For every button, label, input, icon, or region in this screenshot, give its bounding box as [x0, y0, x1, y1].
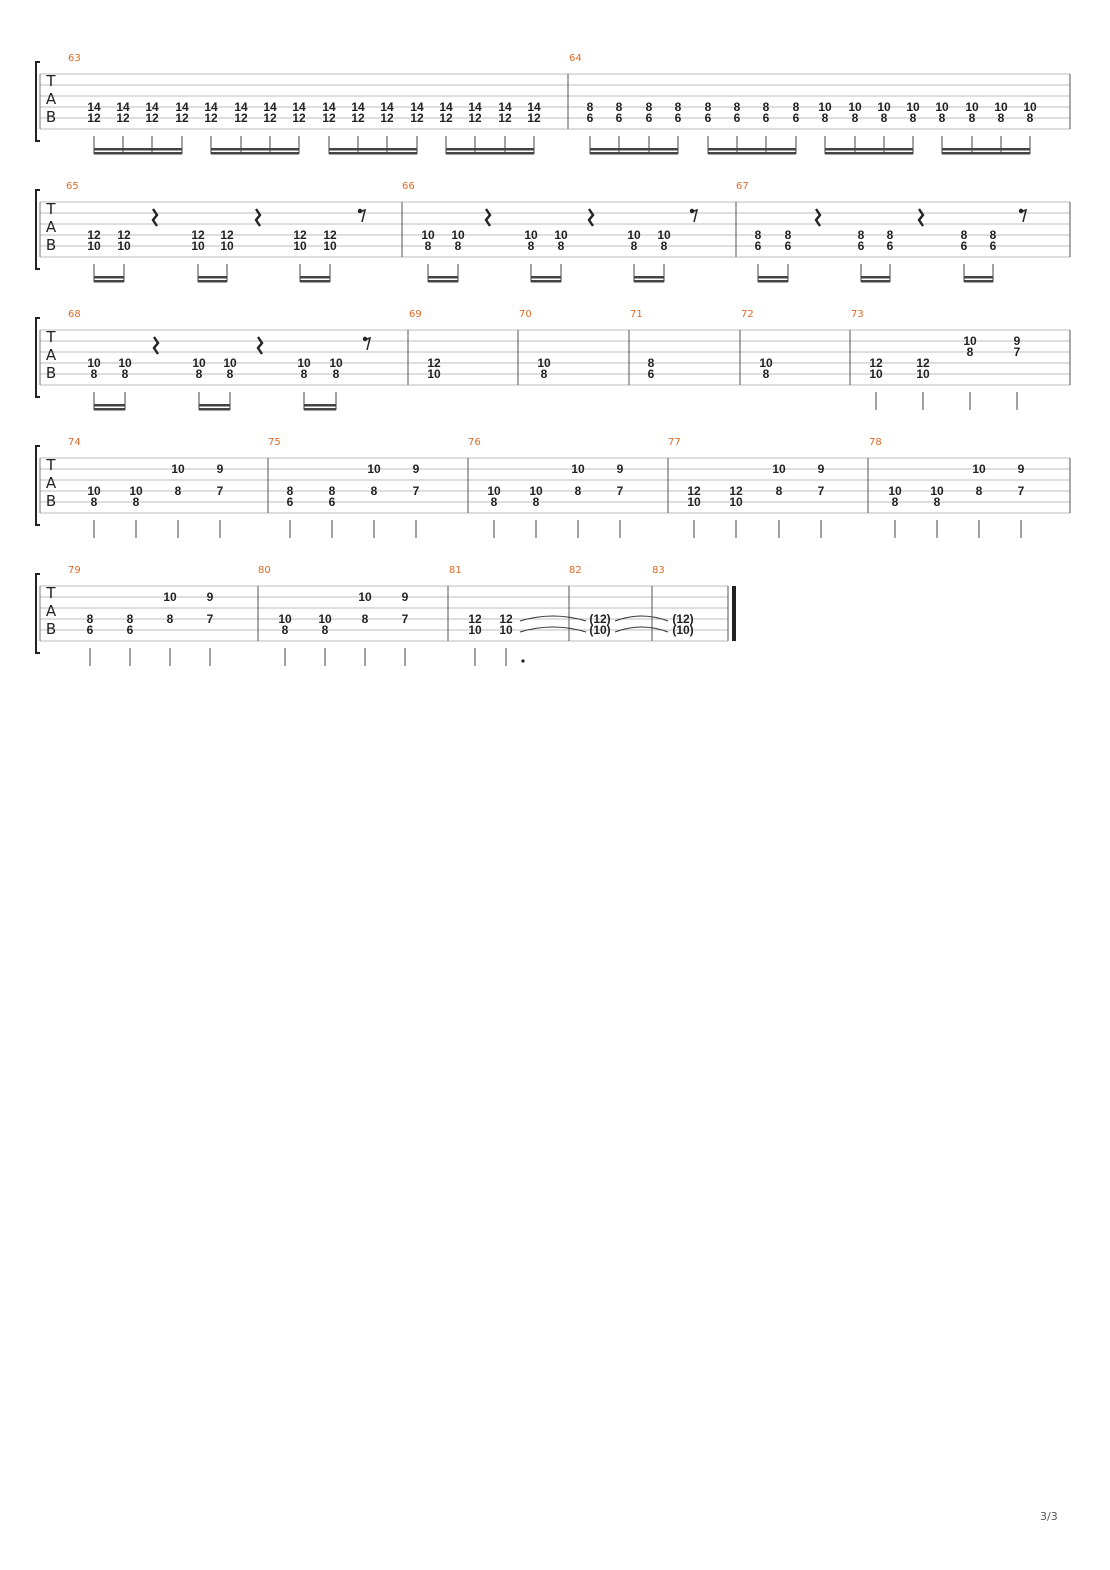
- fret-number: 8: [968, 111, 976, 125]
- fret-number: 14: [292, 100, 306, 114]
- fret-number: 10: [293, 239, 307, 253]
- beam: [446, 148, 534, 151]
- fret-number: 12: [869, 356, 883, 370]
- fret-number: 10: [118, 356, 132, 370]
- fret-number: 10: [367, 462, 381, 476]
- fret-number: 7: [216, 484, 224, 498]
- fret-number: 6: [615, 111, 623, 125]
- quarter-rest: [154, 337, 158, 354]
- beam: [428, 280, 458, 283]
- measure-number: 74: [68, 437, 81, 448]
- fret-number: 8: [754, 228, 762, 242]
- fret-number: 6: [645, 111, 653, 125]
- fret-number: 12: [322, 111, 336, 125]
- tab-clef-a: A: [45, 474, 57, 492]
- fret-number: 10: [571, 462, 585, 476]
- measure-number: 73: [851, 309, 864, 320]
- measure-number: 64: [569, 53, 582, 64]
- fret-number: 8: [557, 239, 565, 253]
- fret-number: 7: [1013, 345, 1021, 359]
- beam: [199, 404, 230, 407]
- fret-number: 8: [880, 111, 888, 125]
- fret-number: 12: [499, 612, 513, 626]
- fret-number: 10: [220, 239, 234, 253]
- fret-number: 12: [292, 111, 306, 125]
- fret-number: 12: [410, 111, 424, 125]
- fret-number: 8: [166, 612, 174, 626]
- tab-clef-b: B: [45, 620, 57, 638]
- fret-number: 6: [754, 239, 762, 253]
- measure-number: 79: [68, 565, 81, 576]
- fret-number: 8: [630, 239, 638, 253]
- measure-number: 78: [869, 437, 882, 448]
- fret-number: 8: [733, 100, 741, 114]
- fret-number: 8: [762, 100, 770, 114]
- fret-number: 8: [281, 623, 289, 637]
- fret-number: 8: [300, 367, 308, 381]
- fret-number: 9: [401, 590, 409, 604]
- fret-number: 12: [116, 111, 130, 125]
- fret-number: 8: [490, 495, 498, 509]
- fret-number: 8: [574, 484, 582, 498]
- fret-number: 10: [848, 100, 862, 114]
- fret-number: 6: [960, 239, 968, 253]
- fret-number: 12: [427, 356, 441, 370]
- beam: [211, 148, 299, 151]
- fret-number: 14: [263, 100, 277, 114]
- measure-number: 75: [268, 437, 281, 448]
- fret-number: 9: [412, 462, 420, 476]
- fret-number: 14: [380, 100, 394, 114]
- fret-number: 6: [857, 239, 865, 253]
- fret-number: 9: [206, 590, 214, 604]
- fret-number: 8: [989, 228, 997, 242]
- fret-number: 8: [857, 228, 865, 242]
- fret-number: 8: [645, 100, 653, 114]
- fret-number: 12: [263, 111, 277, 125]
- fret-number: 8: [615, 100, 623, 114]
- fret-number: 12: [293, 228, 307, 242]
- fret-number: 6: [674, 111, 682, 125]
- fret-number: 10: [906, 100, 920, 114]
- fret-number: 10: [117, 239, 131, 253]
- fret-number: 8: [886, 228, 894, 242]
- quarter-rest: [919, 209, 923, 226]
- tab-clef-t: T: [46, 584, 56, 602]
- fret-number: 10: [963, 334, 977, 348]
- beam: [634, 280, 664, 283]
- fret-number: 6: [286, 495, 294, 509]
- beam: [304, 404, 336, 407]
- fret-number: 14: [351, 100, 365, 114]
- fret-number: 10: [877, 100, 891, 114]
- fret-number: 8: [647, 356, 655, 370]
- system-bracket: [36, 446, 40, 525]
- measure-number: 70: [519, 309, 532, 320]
- beam: [590, 148, 678, 151]
- fret-number: 8: [784, 228, 792, 242]
- fret-number: 10: [499, 623, 513, 637]
- fret-number: 10: [759, 356, 773, 370]
- beam: [861, 276, 890, 279]
- fret-number: 8: [775, 484, 783, 498]
- fret-number: 6: [886, 239, 894, 253]
- fret-number: 14: [145, 100, 159, 114]
- fret-number: 8: [332, 367, 340, 381]
- beam: [94, 408, 125, 411]
- fret-number: 8: [851, 111, 859, 125]
- fret-number: 12: [916, 356, 930, 370]
- fret-number: 10: [171, 462, 185, 476]
- fret-number: 8: [286, 484, 294, 498]
- fret-number: 14: [175, 100, 189, 114]
- fret-number: 12: [439, 111, 453, 125]
- fret-number: 12: [220, 228, 234, 242]
- fret-number: 10: [888, 484, 902, 498]
- beam: [531, 280, 561, 283]
- fret-number: 14: [87, 100, 101, 114]
- fret-number: 8: [997, 111, 1005, 125]
- fret-number: 10: [223, 356, 237, 370]
- tab-clef-b: B: [45, 236, 57, 254]
- beam: [211, 152, 299, 155]
- measure-number: 66: [402, 181, 415, 192]
- beam: [590, 152, 678, 155]
- fret-number: 14: [322, 100, 336, 114]
- fret-number: 8: [195, 367, 203, 381]
- fret-number: 6: [733, 111, 741, 125]
- beam: [329, 148, 417, 151]
- tab-clef-t: T: [46, 200, 56, 218]
- fret-number: 9: [616, 462, 624, 476]
- fret-number: 12: [87, 228, 101, 242]
- beam: [304, 408, 336, 411]
- fret-number: 14: [116, 100, 130, 114]
- measure-number: 76: [468, 437, 481, 448]
- fret-number: 10: [965, 100, 979, 114]
- fret-number: 8: [1026, 111, 1034, 125]
- fret-number: 10: [318, 612, 332, 626]
- fret-number: 12: [87, 111, 101, 125]
- beam: [964, 280, 993, 283]
- quarter-rest: [256, 209, 260, 226]
- fret-number: 10: [935, 100, 949, 114]
- fret-number: 10: [87, 239, 101, 253]
- fret-number: 8: [960, 228, 968, 242]
- fret-number: 8: [909, 111, 917, 125]
- tab-clef-t: T: [46, 72, 56, 90]
- fret-number: 10: [729, 495, 743, 509]
- fret-number: (10): [589, 623, 611, 637]
- fret-number: 10: [191, 239, 205, 253]
- fret-number: 10: [192, 356, 206, 370]
- system-bracket: [36, 62, 40, 141]
- tab-clef-b: B: [45, 364, 57, 382]
- measure-number: 63: [68, 53, 81, 64]
- tab-clef-b: B: [45, 108, 57, 126]
- fret-number: 12: [175, 111, 189, 125]
- fret-number: 14: [410, 100, 424, 114]
- quarter-rest: [486, 209, 490, 226]
- beam: [825, 148, 913, 151]
- fret-number: 8: [891, 495, 899, 509]
- fret-number: 10: [994, 100, 1008, 114]
- fret-number: 10: [358, 590, 372, 604]
- measure-number: 67: [736, 181, 749, 192]
- fret-number: 14: [234, 100, 248, 114]
- fret-number: 10: [421, 228, 435, 242]
- fret-number: 8: [532, 495, 540, 509]
- beam: [94, 152, 182, 155]
- measure-number: 68: [68, 309, 81, 320]
- fret-number: 10: [87, 356, 101, 370]
- fret-number: 12: [468, 111, 482, 125]
- beam: [428, 276, 458, 279]
- fret-number: 8: [933, 495, 941, 509]
- fret-number: 10: [163, 590, 177, 604]
- fret-number: 14: [498, 100, 512, 114]
- measure-number: 81: [449, 565, 462, 576]
- fret-number: 8: [226, 367, 234, 381]
- fret-number: 8: [975, 484, 983, 498]
- fret-number: 9: [216, 462, 224, 476]
- fret-number: 6: [762, 111, 770, 125]
- beam: [634, 276, 664, 279]
- fret-number: 8: [674, 100, 682, 114]
- fret-number: 8: [454, 239, 462, 253]
- fret-number: 10: [537, 356, 551, 370]
- fret-number: 10: [529, 484, 543, 498]
- beam: [198, 280, 227, 283]
- fret-number: 6: [647, 367, 655, 381]
- fret-number: 7: [401, 612, 409, 626]
- quarter-rest: [258, 337, 262, 354]
- quarter-rest: [589, 209, 593, 226]
- beam: [531, 276, 561, 279]
- fret-number: 7: [616, 484, 624, 498]
- fret-number: 10: [657, 228, 671, 242]
- fret-number: 6: [704, 111, 712, 125]
- fret-number: 10: [524, 228, 538, 242]
- fret-number: 10: [818, 100, 832, 114]
- fret-number: 6: [784, 239, 792, 253]
- system-bracket: [36, 318, 40, 397]
- system-bracket: [36, 190, 40, 269]
- beam: [708, 148, 796, 151]
- fret-number: 8: [121, 367, 129, 381]
- fret-number: 8: [328, 484, 336, 498]
- fret-number: 6: [792, 111, 800, 125]
- beam: [708, 152, 796, 155]
- fret-number: 9: [1013, 334, 1021, 348]
- fret-number: 12: [729, 484, 743, 498]
- fret-number: 12: [527, 111, 541, 125]
- fret-number: 12: [191, 228, 205, 242]
- fret-number: 10: [278, 612, 292, 626]
- beam: [446, 152, 534, 155]
- fret-number: 8: [540, 367, 548, 381]
- fret-number: 12: [351, 111, 365, 125]
- fret-number: 12: [234, 111, 248, 125]
- fret-number: 12: [498, 111, 512, 125]
- fret-number: 7: [817, 484, 825, 498]
- beam: [825, 152, 913, 155]
- measure-number: 82: [569, 565, 582, 576]
- fret-number: 7: [206, 612, 214, 626]
- fret-number: 8: [126, 612, 134, 626]
- tab-clef-a: A: [45, 218, 57, 236]
- beam: [199, 408, 230, 411]
- fret-number: 10: [329, 356, 343, 370]
- beam: [964, 276, 993, 279]
- fret-number: 12: [380, 111, 394, 125]
- fret-number: 9: [1017, 462, 1025, 476]
- fret-number: 8: [762, 367, 770, 381]
- fret-number: 6: [989, 239, 997, 253]
- beam: [94, 148, 182, 151]
- beam: [300, 280, 330, 283]
- fret-number: 10: [297, 356, 311, 370]
- fret-number: 9: [817, 462, 825, 476]
- tab-clef-a: A: [45, 602, 57, 620]
- quarter-rest: [816, 209, 820, 226]
- beam: [758, 280, 788, 283]
- tab-clef-b: B: [45, 492, 57, 510]
- fret-number: 10: [129, 484, 143, 498]
- fret-number: 12: [204, 111, 218, 125]
- beam: [942, 152, 1030, 155]
- system-bracket: [36, 574, 40, 653]
- fret-number: 10: [1023, 100, 1037, 114]
- tab-clef-t: T: [46, 456, 56, 474]
- page-number: 3/3: [1040, 1510, 1058, 1523]
- fret-number: 8: [90, 367, 98, 381]
- fret-number: 7: [412, 484, 420, 498]
- fret-number: 10: [916, 367, 930, 381]
- fret-number: 6: [126, 623, 134, 637]
- fret-number: 12: [687, 484, 701, 498]
- fret-number: 12: [323, 228, 337, 242]
- beam: [861, 280, 890, 283]
- fret-number: 6: [328, 495, 336, 509]
- beam: [94, 280, 124, 283]
- beam: [329, 152, 417, 155]
- fret-number: 10: [451, 228, 465, 242]
- fret-number: (10): [672, 623, 694, 637]
- fret-number: 7: [1017, 484, 1025, 498]
- beam: [942, 148, 1030, 151]
- fret-number: 8: [424, 239, 432, 253]
- tab-clef-a: A: [45, 346, 57, 364]
- fret-number: (12): [672, 612, 694, 626]
- final-barline-thick: [732, 586, 736, 641]
- fret-number: 12: [117, 228, 131, 242]
- measure-number: 65: [66, 181, 79, 192]
- fret-number: 10: [487, 484, 501, 498]
- beam: [94, 276, 124, 279]
- fret-number: 14: [439, 100, 453, 114]
- fret-number: 10: [687, 495, 701, 509]
- measure-number: 83: [652, 565, 665, 576]
- fret-number: 10: [972, 462, 986, 476]
- fret-number: 10: [468, 623, 482, 637]
- quarter-rest: [153, 209, 157, 226]
- fret-number: 8: [361, 612, 369, 626]
- fret-number: 14: [468, 100, 482, 114]
- fret-number: 8: [821, 111, 829, 125]
- measure-number: 77: [668, 437, 681, 448]
- fret-number: 8: [704, 100, 712, 114]
- measure-number: 72: [741, 309, 754, 320]
- measure-number: 80: [258, 565, 271, 576]
- fret-number: 8: [132, 495, 140, 509]
- beam: [300, 276, 330, 279]
- beam: [94, 404, 125, 407]
- fret-number: 8: [527, 239, 535, 253]
- fret-number: 8: [966, 345, 974, 359]
- fret-number: 12: [468, 612, 482, 626]
- fret-number: 8: [586, 100, 594, 114]
- fret-number: 10: [627, 228, 641, 242]
- fret-number: 10: [554, 228, 568, 242]
- fret-number: 6: [86, 623, 94, 637]
- measure-number: 69: [409, 309, 422, 320]
- beam: [758, 276, 788, 279]
- fret-number: 12: [145, 111, 159, 125]
- beam: [198, 276, 227, 279]
- fret-number: 10: [87, 484, 101, 498]
- fret-number: 6: [586, 111, 594, 125]
- tab-clef-a: A: [45, 90, 57, 108]
- dot: [521, 659, 524, 662]
- fret-number: 14: [204, 100, 218, 114]
- fret-number: 8: [792, 100, 800, 114]
- fret-number: 8: [86, 612, 94, 626]
- fret-number: 8: [90, 495, 98, 509]
- fret-number: 8: [370, 484, 378, 498]
- measure-number: 71: [630, 309, 643, 320]
- fret-number: (12): [589, 612, 611, 626]
- fret-number: 10: [772, 462, 786, 476]
- fret-number: 8: [174, 484, 182, 498]
- fret-number: 8: [938, 111, 946, 125]
- tab-clef-t: T: [46, 328, 56, 346]
- fret-number: 8: [660, 239, 668, 253]
- fret-number: 10: [427, 367, 441, 381]
- fret-number: 10: [323, 239, 337, 253]
- fret-number: 14: [527, 100, 541, 114]
- fret-number: 8: [321, 623, 329, 637]
- fret-number: 10: [930, 484, 944, 498]
- fret-number: 10: [869, 367, 883, 381]
